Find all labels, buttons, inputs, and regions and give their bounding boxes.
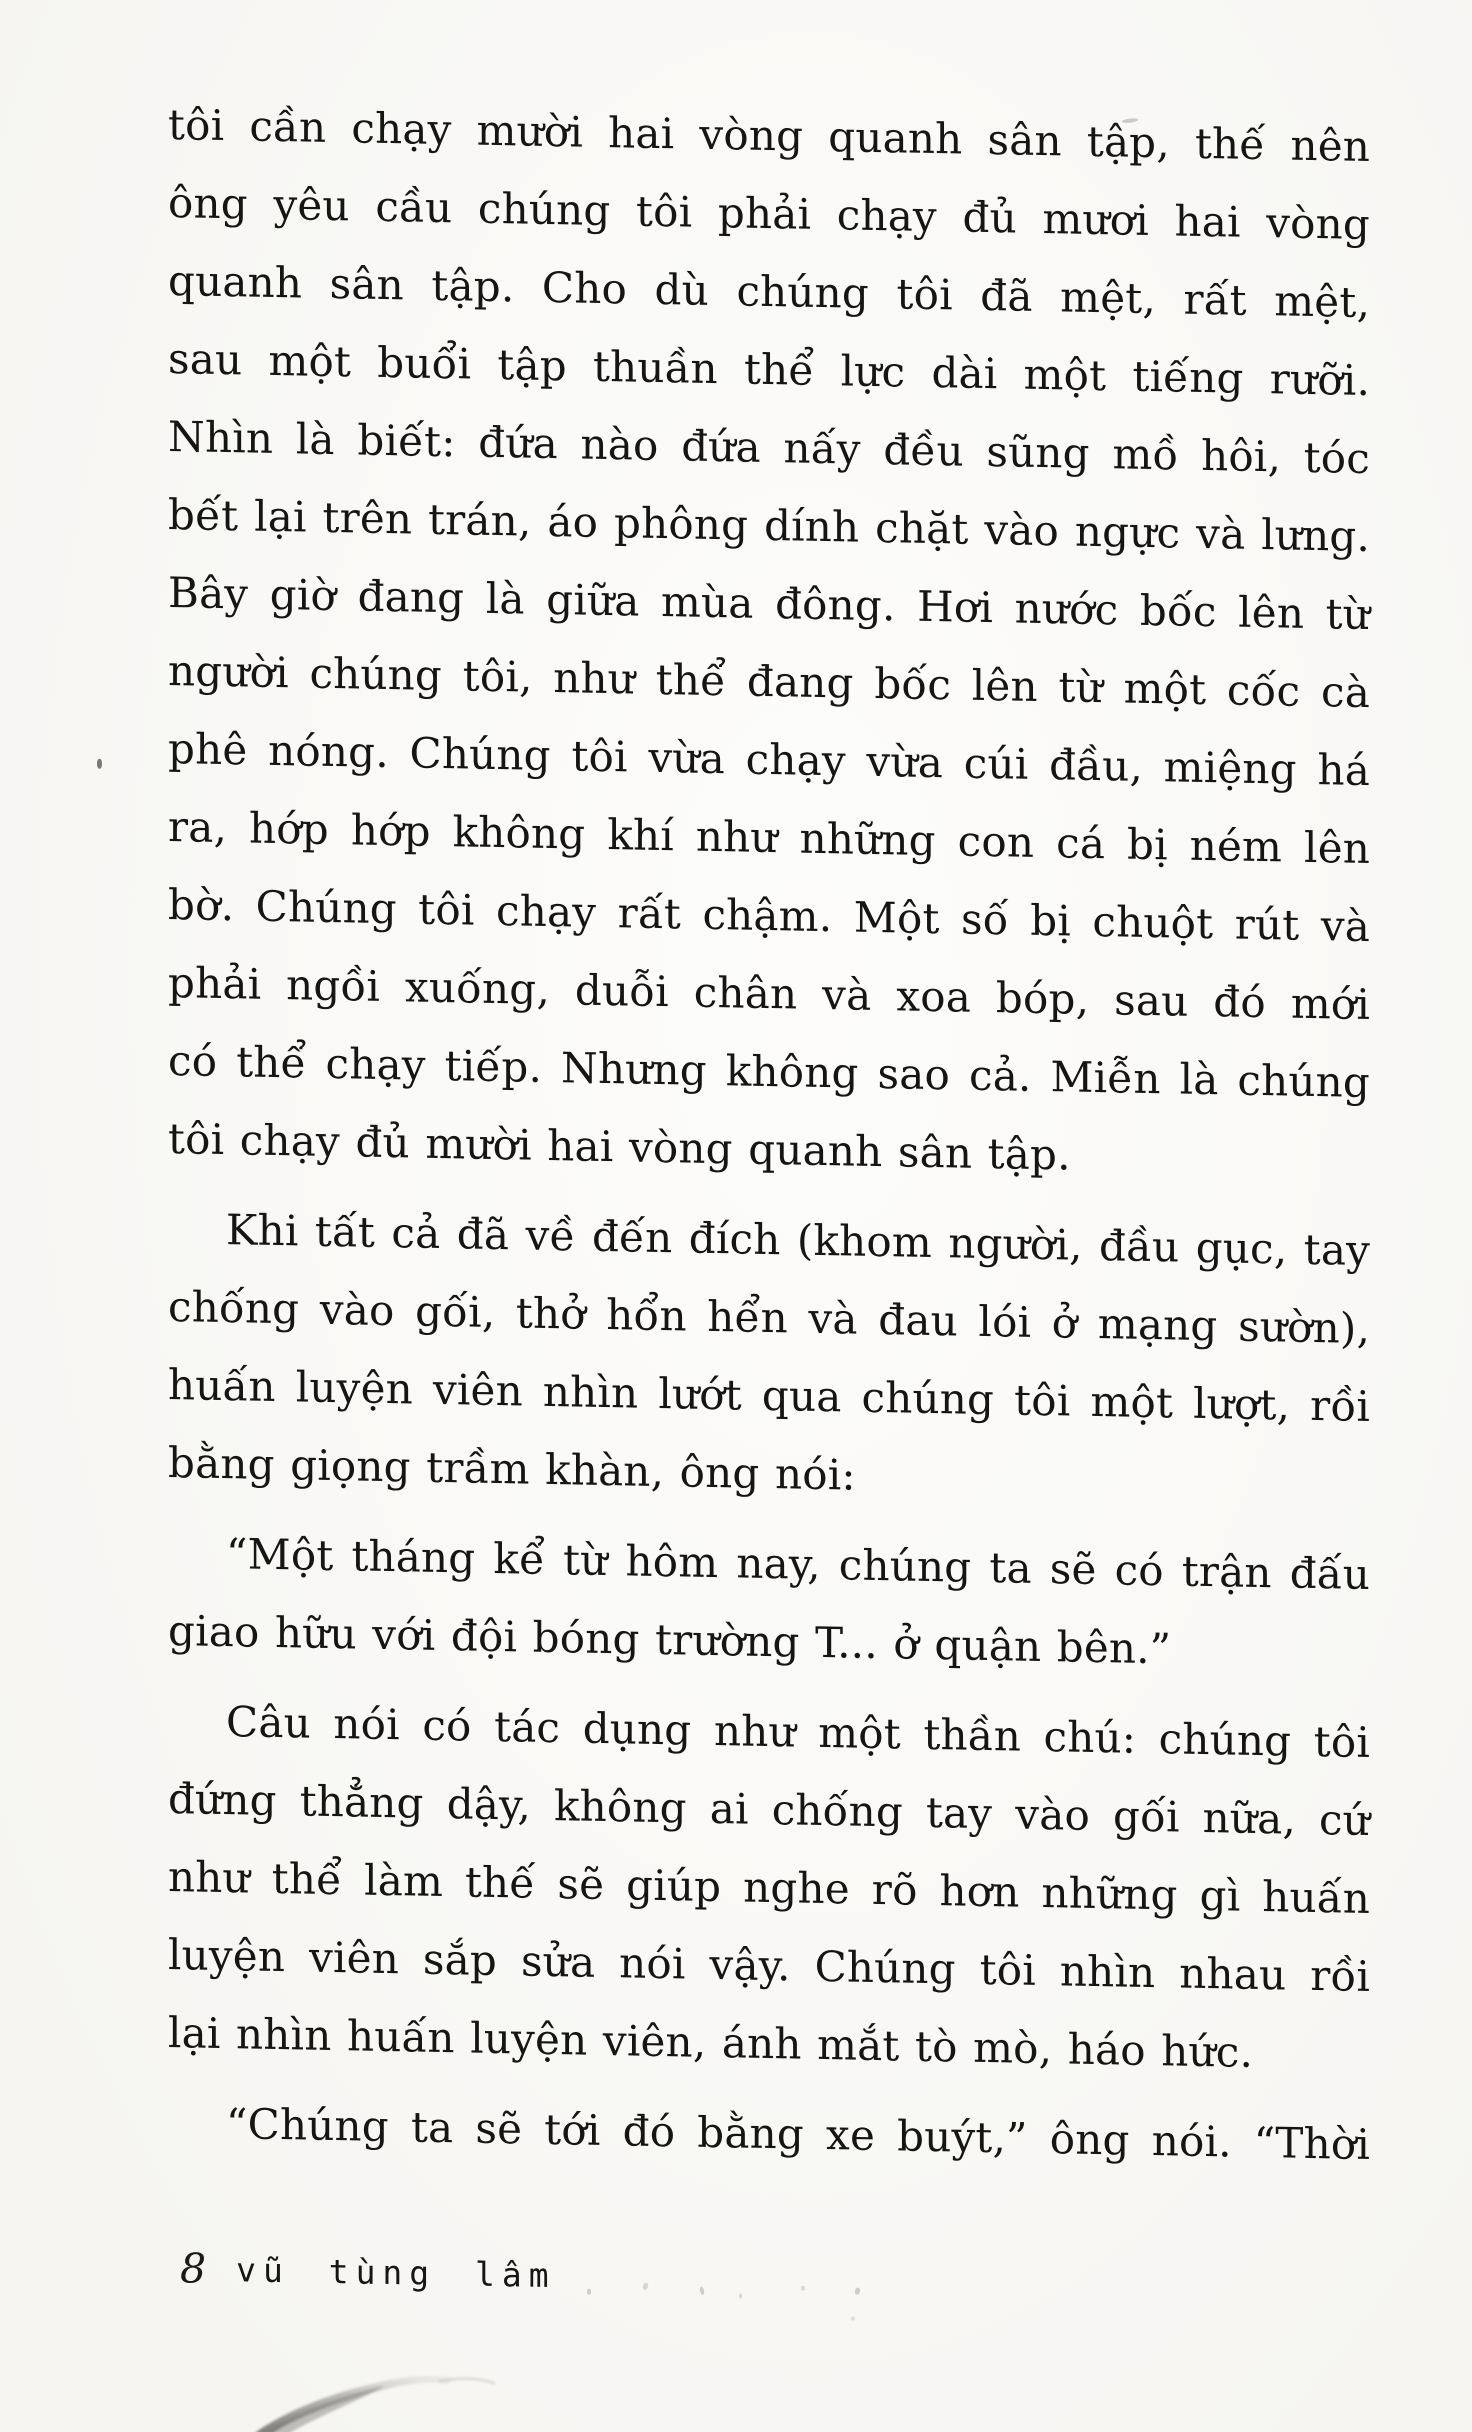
text-line: bờ. Chúng tôi chạy rất chậm. Một số bị chuột rút và <box>168 880 1370 952</box>
text-line: lại nhìn huấn luyện viên, ánh mắt tò mò, háo hức. <box>168 2008 1254 2077</box>
text-line: ra, hớp hớp không khí như những con cá bị ném lên <box>168 802 1370 874</box>
scan-speck <box>851 2317 855 2321</box>
paragraph <box>168 86 1370 1200</box>
paragraph <box>168 1682 1370 2094</box>
text-line: bết lại trên trán, áo phông dính chặt vào ngực và lưng. <box>168 490 1370 562</box>
text-line: Nhìn là biết: đứa nào đứa nấy đều sũng mồ hôi, tóc <box>168 412 1370 484</box>
text-line: đứng thẳng dậy, không ai chống tay vào gối nữa, cứ <box>168 1774 1370 1846</box>
scan-speck <box>801 2286 805 2291</box>
text-line: quanh sân tập. Cho dù chúng tôi đã mệt, rất mệt, <box>168 256 1370 328</box>
text-line: phải ngồi xuống, duỗi chân và xoa bóp, sau đó mới <box>168 958 1370 1030</box>
brush-stroke-graphic <box>192 2354 502 2432</box>
paragraph <box>168 1514 1370 1692</box>
text-line: người chúng tôi, như thể đang bốc lên từ một cốc cà <box>168 646 1370 718</box>
scan-speck <box>587 2289 591 2295</box>
text-line: Câu nói có tác dụng như một thần chú: chúng tôi <box>226 1697 1370 1768</box>
text-line: “Một tháng kể từ hôm nay, chúng ta sẽ có trận đấu <box>226 1529 1370 1600</box>
scan-speck <box>97 759 102 769</box>
paragraph <box>168 1190 1370 1524</box>
paragraph <box>168 2084 1370 2184</box>
page-number: 8 <box>180 2244 207 2293</box>
scan-speck <box>739 2293 742 2298</box>
text-line: tôi cần chạy mười hai vòng quanh sân tập, thế nên <box>168 100 1370 172</box>
page-footer <box>180 2244 556 2299</box>
text-line: huấn luyện viên nhìn lướt qua chúng tôi một lượt, rồi <box>168 1360 1370 1432</box>
author-name: vũ tùng lâm <box>236 2250 556 2296</box>
text-line: Khi tất cả đã về đến đích (khom người, đầu gục, tay <box>226 1205 1370 1276</box>
page-text <box>168 86 1370 2184</box>
scan-speck <box>642 2282 649 2290</box>
text-line: phê nóng. Chúng tôi vừa chạy vừa cúi đầu, miệng há <box>168 724 1370 796</box>
text-line: sau một buổi tập thuần thể lực dài một tiếng rưỡi. <box>168 334 1370 406</box>
text-line: ông yêu cầu chúng tôi phải chạy đủ mươi hai vòng <box>168 178 1370 250</box>
text-line: bằng giọng trầm khàn, ông nói: <box>168 1438 856 1500</box>
text-line: tôi chạy đủ mười hai vòng quanh sân tập. <box>168 1114 1071 1180</box>
text-line: như thể làm thế sẽ giúp nghe rõ hơn những gì huấn <box>168 1852 1370 1924</box>
text-line: giao hữu với đội bóng trường T... ở quận bên.” <box>168 1606 1172 1674</box>
text-line: Bây giờ đang là giữa mùa đông. Hơi nước bốc lên từ <box>168 568 1370 640</box>
text-line: chống vào gối, thở hổn hển và đau lói ở mạng sườn), <box>168 1282 1370 1354</box>
text-line: “Chúng ta sẽ tới đó bằng xe buýt,” ông nói. “Thời <box>226 2099 1370 2170</box>
text-line: có thể chạy tiếp. Nhưng không sao cả. Miễn là chúng <box>168 1036 1370 1108</box>
scan-speck <box>699 2286 705 2295</box>
scan-speck <box>854 2287 861 2295</box>
text-line: luyện viên sắp sửa nói vậy. Chúng tôi nhìn nhau rồi <box>168 1930 1370 2002</box>
